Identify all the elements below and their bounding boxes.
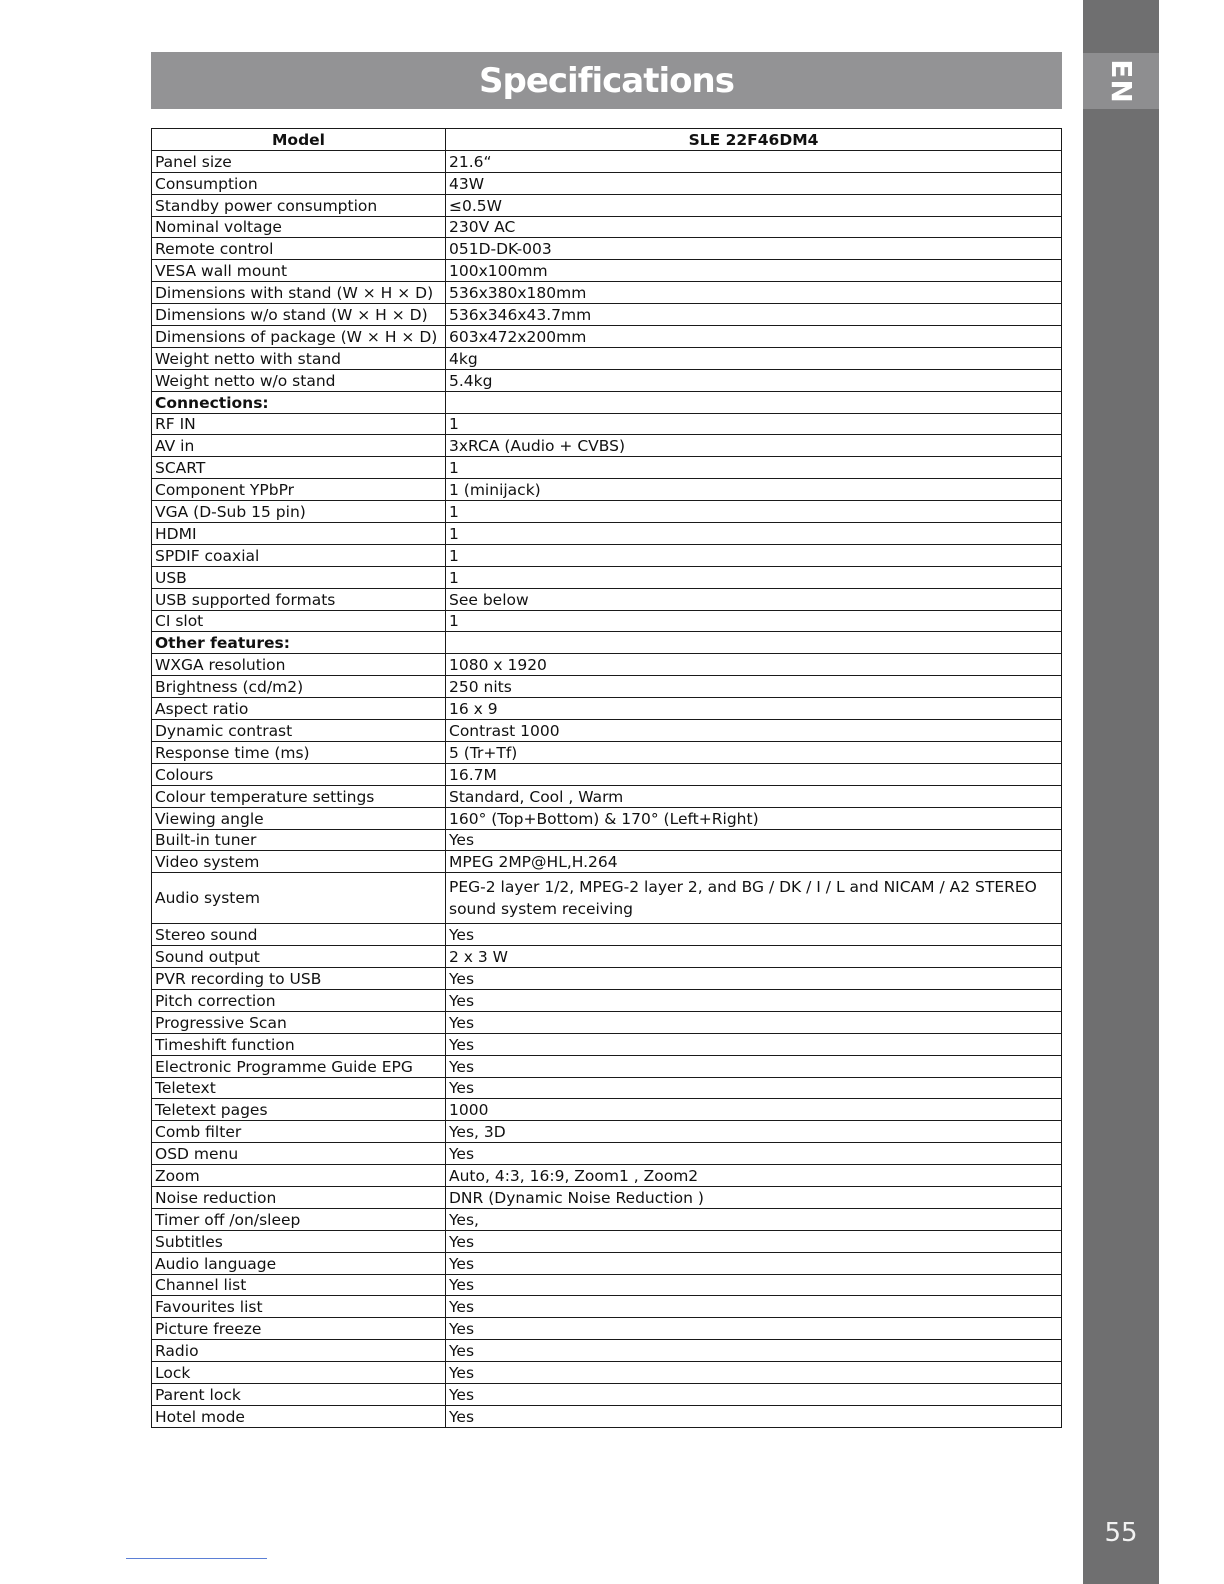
spec-label: Weight netto w/o stand <box>152 369 446 391</box>
spec-label: Consumption <box>152 172 446 194</box>
spec-label: Timeshift function <box>152 1033 446 1055</box>
spec-label: Video system <box>152 851 446 873</box>
spec-label: Component YPbPr <box>152 479 446 501</box>
spec-value: Yes, <box>446 1208 1062 1230</box>
table-row <box>152 501 1062 523</box>
table-row <box>152 1274 1062 1296</box>
spec-label: AV in <box>152 435 446 457</box>
spec-value: Yes <box>446 1252 1062 1274</box>
spec-label: Viewing angle <box>152 807 446 829</box>
spec-value: 16 x 9 <box>446 698 1062 720</box>
spec-label: Nominal voltage <box>152 216 446 238</box>
table-row <box>152 326 1062 348</box>
spec-value: 1080 x 1920 <box>446 654 1062 676</box>
spec-label: Dimensions w/o stand (W × H × D) <box>152 304 446 326</box>
table-row <box>152 238 1062 260</box>
table-row <box>152 676 1062 698</box>
table-row <box>152 1165 1062 1187</box>
spec-value: Yes <box>446 1143 1062 1165</box>
spec-value: Yes <box>446 989 1062 1011</box>
language-tab-label: EN <box>1104 58 1138 104</box>
spec-value: Yes <box>446 1055 1062 1077</box>
table-row <box>152 632 1062 654</box>
spec-label: Progressive Scan <box>152 1011 446 1033</box>
spec-label: Colour temperature settings <box>152 785 446 807</box>
table-row <box>152 304 1062 326</box>
spec-label: WXGA resolution <box>152 654 446 676</box>
spec-value: 230V AC <box>446 216 1062 238</box>
spec-label: Audio system <box>152 873 446 924</box>
spec-label: Radio <box>152 1340 446 1362</box>
spec-label: CI slot <box>152 610 446 632</box>
table-row <box>152 479 1062 501</box>
spec-label: Weight netto with stand <box>152 347 446 369</box>
table-row <box>152 763 1062 785</box>
table-row <box>152 1340 1062 1362</box>
spec-label: HDMI <box>152 523 446 545</box>
table-row <box>152 741 1062 763</box>
page-number: 55 <box>1104 1518 1138 1548</box>
spec-label: Panel size <box>152 150 446 172</box>
table-row <box>152 1362 1062 1384</box>
spec-value: Auto, 4:3, 16:9, Zoom1 , Zoom2 <box>446 1165 1062 1187</box>
table-row <box>152 785 1062 807</box>
spec-value: Yes <box>446 1405 1062 1427</box>
spec-label: Picture freeze <box>152 1318 446 1340</box>
table-row <box>152 807 1062 829</box>
language-tab <box>1083 53 1159 109</box>
spec-label: Teletext pages <box>152 1099 446 1121</box>
spec-value: Yes <box>446 1011 1062 1033</box>
spec-value: Yes <box>446 1362 1062 1384</box>
specifications-table-body <box>152 150 1062 1427</box>
spec-value <box>446 391 1062 413</box>
spec-label: VESA wall mount <box>152 260 446 282</box>
spec-value: 536x380x180mm <box>446 282 1062 304</box>
table-row <box>152 851 1062 873</box>
spec-value: Yes <box>446 924 1062 946</box>
title-bar <box>151 52 1062 109</box>
spec-value: Yes <box>446 1296 1062 1318</box>
spec-label: Connections: <box>152 391 446 413</box>
spec-value: Yes <box>446 1077 1062 1099</box>
spec-label: Dimensions of package (W × H × D) <box>152 326 446 348</box>
spec-label: Remote control <box>152 238 446 260</box>
page-title: Specifications <box>479 60 734 101</box>
table-row <box>152 610 1062 632</box>
spec-value: 5.4kg <box>446 369 1062 391</box>
spec-label: Stereo sound <box>152 924 446 946</box>
spec-label: Timer off /on/sleep <box>152 1208 446 1230</box>
spec-value: Yes <box>446 829 1062 851</box>
side-band <box>1083 0 1159 1584</box>
spec-label: RF IN <box>152 413 446 435</box>
table-row <box>152 1186 1062 1208</box>
spec-value: Yes <box>446 1383 1062 1405</box>
spec-value: 21.6“ <box>446 150 1062 172</box>
table-row <box>152 1318 1062 1340</box>
model-value: SLE 22F46DM4 <box>446 129 1062 151</box>
table-row <box>152 391 1062 413</box>
table-row <box>152 1077 1062 1099</box>
spec-value: 536x346x43.7mm <box>446 304 1062 326</box>
table-row <box>152 435 1062 457</box>
table-row <box>152 924 1062 946</box>
table-row <box>152 457 1062 479</box>
table-row <box>152 1296 1062 1318</box>
table-row <box>152 720 1062 742</box>
spec-label: PVR recording to USB <box>152 968 446 990</box>
spec-value: DNR (Dynamic Noise Reduction ) <box>446 1186 1062 1208</box>
spec-value: 16.7M <box>446 763 1062 785</box>
spec-value: 1 <box>446 610 1062 632</box>
spec-value: 1 (minijack) <box>446 479 1062 501</box>
spec-label: OSD menu <box>152 1143 446 1165</box>
table-row <box>152 347 1062 369</box>
spec-label: Lock <box>152 1362 446 1384</box>
table-row <box>152 369 1062 391</box>
table-row <box>152 968 1062 990</box>
table-row <box>152 544 1062 566</box>
spec-label: VGA (D-Sub 15 pin) <box>152 501 446 523</box>
spec-value: 5 (Tr+Tf) <box>446 741 1062 763</box>
spec-value: 051D-DK-003 <box>446 238 1062 260</box>
spec-label: Pitch correction <box>152 989 446 1011</box>
table-row <box>152 282 1062 304</box>
spec-label: Noise reduction <box>152 1186 446 1208</box>
table-row <box>152 698 1062 720</box>
table-row <box>152 1383 1062 1405</box>
table-row <box>152 150 1062 172</box>
spec-value: 1 <box>446 457 1062 479</box>
spec-label: Standby power consumption <box>152 194 446 216</box>
spec-label: Built-in tuner <box>152 829 446 851</box>
spec-label: Dimensions with stand (W × H × D) <box>152 282 446 304</box>
table-row <box>152 413 1062 435</box>
table-row <box>152 1208 1062 1230</box>
spec-value: Yes <box>446 1230 1062 1252</box>
spec-value: 1 <box>446 523 1062 545</box>
table-row <box>152 1230 1062 1252</box>
spec-value: 2 x 3 W <box>446 946 1062 968</box>
spec-value: Yes, 3D <box>446 1121 1062 1143</box>
spec-label: Channel list <box>152 1274 446 1296</box>
table-row <box>152 1033 1062 1055</box>
spec-label: Dynamic contrast <box>152 720 446 742</box>
spec-label: Other features: <box>152 632 446 654</box>
spec-value: 1 <box>446 413 1062 435</box>
spec-value: 43W <box>446 172 1062 194</box>
table-row <box>152 1099 1062 1121</box>
table-row <box>152 566 1062 588</box>
spec-value: Standard, Cool , Warm <box>446 785 1062 807</box>
table-row <box>152 588 1062 610</box>
spec-value: 1 <box>446 566 1062 588</box>
spec-value: Yes <box>446 1340 1062 1362</box>
spec-label: Teletext <box>152 1077 446 1099</box>
table-row <box>152 1121 1062 1143</box>
table-row <box>152 1143 1062 1165</box>
spec-label: Subtitles <box>152 1230 446 1252</box>
footer-line <box>126 1558 267 1559</box>
table-header-row <box>152 129 1062 151</box>
spec-value: Contrast 1000 <box>446 720 1062 742</box>
spec-value: 1 <box>446 544 1062 566</box>
table-row <box>152 523 1062 545</box>
spec-label: Electronic Programme Guide EPG <box>152 1055 446 1077</box>
specifications-table <box>151 128 1062 1428</box>
table-row <box>152 1405 1062 1427</box>
table-row <box>152 172 1062 194</box>
table-row <box>152 989 1062 1011</box>
spec-label: Zoom <box>152 1165 446 1187</box>
spec-label: Favourites list <box>152 1296 446 1318</box>
spec-value: MPEG 2MP@HL,H.264 <box>446 851 1062 873</box>
spec-value: 100x100mm <box>446 260 1062 282</box>
spec-label: Sound output <box>152 946 446 968</box>
spec-value: See below <box>446 588 1062 610</box>
spec-label: SCART <box>152 457 446 479</box>
spec-label: Hotel mode <box>152 1405 446 1427</box>
spec-value: PEG-2 layer 1/2, MPEG-2 layer 2, and BG / DK / I / L and NICAM / A2 STEREO sound system receiving <box>446 873 1062 924</box>
table-row <box>152 654 1062 676</box>
spec-value: Yes <box>446 968 1062 990</box>
spec-value: Yes <box>446 1274 1062 1296</box>
spec-value: 1 <box>446 501 1062 523</box>
table-row <box>152 260 1062 282</box>
spec-label: USB supported formats <box>152 588 446 610</box>
table-row <box>152 873 1062 924</box>
spec-value: 603x472x200mm <box>446 326 1062 348</box>
spec-label: Brightness (cd/m2) <box>152 676 446 698</box>
spec-value: 4kg <box>446 347 1062 369</box>
spec-value: 1000 <box>446 1099 1062 1121</box>
spec-label: SPDIF coaxial <box>152 544 446 566</box>
spec-value <box>446 632 1062 654</box>
table-row <box>152 1055 1062 1077</box>
spec-value: Yes <box>446 1318 1062 1340</box>
table-row <box>152 946 1062 968</box>
table-row <box>152 1252 1062 1274</box>
model-label: Model <box>152 129 446 151</box>
spec-value: Yes <box>446 1033 1062 1055</box>
table-row <box>152 216 1062 238</box>
spec-label: USB <box>152 566 446 588</box>
spec-label: Parent lock <box>152 1383 446 1405</box>
spec-label: Comb filter <box>152 1121 446 1143</box>
table-row <box>152 1011 1062 1033</box>
table-row <box>152 829 1062 851</box>
spec-label: Response time (ms) <box>152 741 446 763</box>
spec-label: Colours <box>152 763 446 785</box>
spec-value: ≤0.5W <box>446 194 1062 216</box>
table-row <box>152 194 1062 216</box>
spec-value: 3xRCA (Audio + CVBS) <box>446 435 1062 457</box>
spec-label: Audio language <box>152 1252 446 1274</box>
spec-label: Aspect ratio <box>152 698 446 720</box>
spec-value: 250 nits <box>446 676 1062 698</box>
spec-value: 160° (Top+Bottom) & 170° (Left+Right) <box>446 807 1062 829</box>
